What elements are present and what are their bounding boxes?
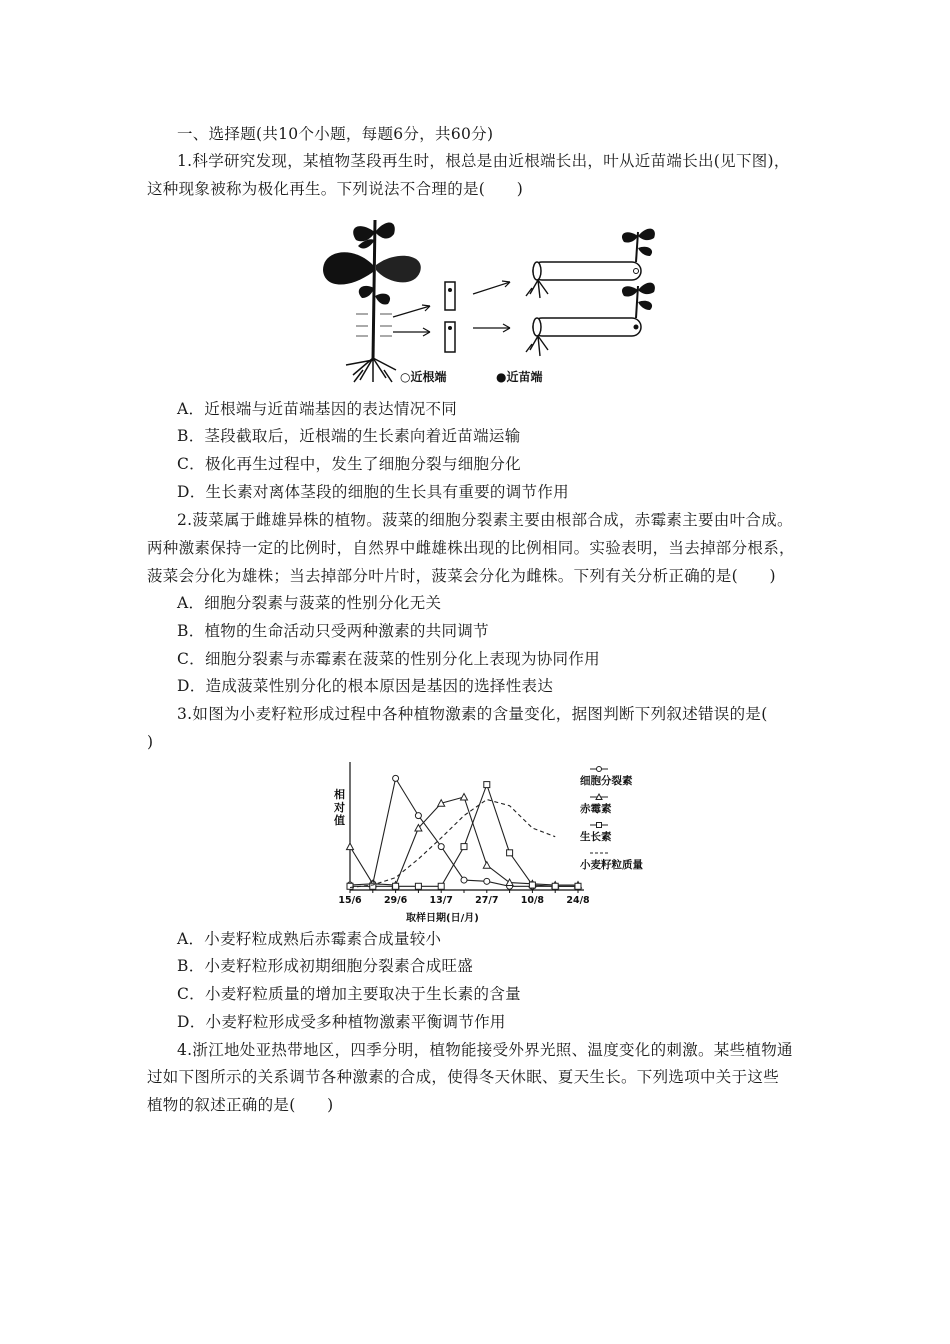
data-point xyxy=(438,844,444,850)
q2-option-a: A．细胞分裂素与菠菜的性别分化无关 xyxy=(177,594,442,612)
q4-stem-line1: 4.浙江地处亚热带地区，四季分明，植物能接受外界光照、温度变化的刺激。某些植物通 xyxy=(177,1041,793,1059)
q3-option-d: D．小麦籽粒形成受多种植物激素平衡调节作用 xyxy=(177,1013,506,1031)
q1-stem-line2: 这种现象被称为极化再生。下列说法不合理的是( ) xyxy=(147,180,524,198)
data-point xyxy=(484,782,490,788)
data-point xyxy=(415,813,421,819)
legend-label: 细胞分裂素 xyxy=(580,775,633,787)
data-point xyxy=(393,883,399,889)
x-tick-label: 27/7 xyxy=(475,895,499,906)
data-point xyxy=(484,878,490,884)
x-tick-label: 24/8 xyxy=(566,895,590,906)
data-point xyxy=(370,883,376,889)
data-point xyxy=(507,850,513,856)
legend-label: 小麦籽粒质量 xyxy=(580,859,643,871)
series-line xyxy=(350,797,578,885)
data-point xyxy=(461,794,468,801)
legend-label: 生长素 xyxy=(580,831,612,843)
data-point xyxy=(415,883,421,889)
x-tick-label: 10/8 xyxy=(520,895,545,906)
legend-marker xyxy=(597,767,602,772)
legend-root-end: ○近根端 xyxy=(400,370,447,384)
data-point xyxy=(552,883,558,889)
q1-option-b: B．茎段截取后，近根端的生长素向着近苗端运输 xyxy=(177,427,521,445)
q1-stem-line1: 1.科学研究发现，某植物茎段再生时，根总是由近根端长出，叶从近苗端长出(见下图)， xyxy=(177,152,790,170)
data-point xyxy=(483,862,490,869)
data-point xyxy=(347,843,354,850)
q1-option-c: C．极化再生过程中，发生了细胞分裂与细胞分化 xyxy=(177,455,521,473)
data-point xyxy=(347,883,353,889)
legend-label: 赤霉素 xyxy=(580,803,612,815)
data-point xyxy=(461,877,467,883)
q2-stem-line2: 两种激素保持一定的比例时，自然界中雌雄株出现的比例相同。实验表明，当去掉部分根系， xyxy=(147,539,795,557)
data-point xyxy=(461,844,467,850)
legend-shoot-end: ●近苗端 xyxy=(496,370,543,384)
data-point xyxy=(529,882,535,888)
plant-illustration xyxy=(323,220,421,382)
legend-marker xyxy=(597,823,602,828)
q3-option-a: A．小麦籽粒成熟后赤霉素合成量较小 xyxy=(177,930,442,948)
segment-top xyxy=(445,282,455,310)
x-tick-label: 13/7 xyxy=(429,895,453,906)
q3-stem-line2: ) xyxy=(147,733,154,751)
x-tick-label: 15/6 xyxy=(338,895,362,906)
x-tick-label: 29/6 xyxy=(383,895,408,906)
section-title: 一、选择题(共10个小题，每题6分，共60分) xyxy=(177,125,494,143)
q2-option-b: B．植物的生命活动只受两种激素的共同调节 xyxy=(177,622,489,640)
q3-option-b: B．小麦籽粒形成初期细胞分裂素合成旺盛 xyxy=(177,957,474,975)
hormone-chart xyxy=(328,758,663,926)
q1-option-d: D．生长素对离体茎段的细胞的生长具有重要的调节作用 xyxy=(177,483,569,501)
q2-stem-line3: 菠菜会分化为雄株；当去掉部分叶片时，菠菜会分化为雌株。下列有关分析正确的是( ) xyxy=(147,567,776,585)
x-axis-label: 取样日期(日/月) xyxy=(406,913,479,924)
q3-option-c: C．小麦籽粒质量的增加主要取决于生长素的含量 xyxy=(177,985,521,1003)
q1-plant-figure xyxy=(318,210,663,390)
y-axis-label: 相对值 xyxy=(334,788,345,827)
data-point xyxy=(438,883,444,889)
q2-option-c: C．细胞分裂素与赤霉素在菠菜的性别分化上表现为协同作用 xyxy=(177,650,600,668)
q4-stem-line3: 植物的叙述正确的是( ) xyxy=(147,1096,334,1114)
q1-option-a: A．近根端与近苗端基因的表达情况不同 xyxy=(177,400,458,418)
q2-option-d: D．造成菠菜性别分化的根本原因是基因的选择性表达 xyxy=(177,677,554,695)
q4-stem-line2: 过如下图所示的关系调节各种激素的合成，使得冬天休眠、夏天生长。下列选项中关于这些 xyxy=(147,1068,780,1086)
data-point xyxy=(393,775,399,781)
q3-stem-line1: 3.如图为小麦籽粒形成过程中各种植物激素的含量变化，据图判断下列叙述错误的是( xyxy=(177,705,768,723)
data-point xyxy=(575,883,581,889)
q2-stem-line1: 2.菠菜属于雌雄异株的植物。菠菜的细胞分裂素主要由根部合成，赤霉素主要由叶合成。 xyxy=(177,511,793,529)
